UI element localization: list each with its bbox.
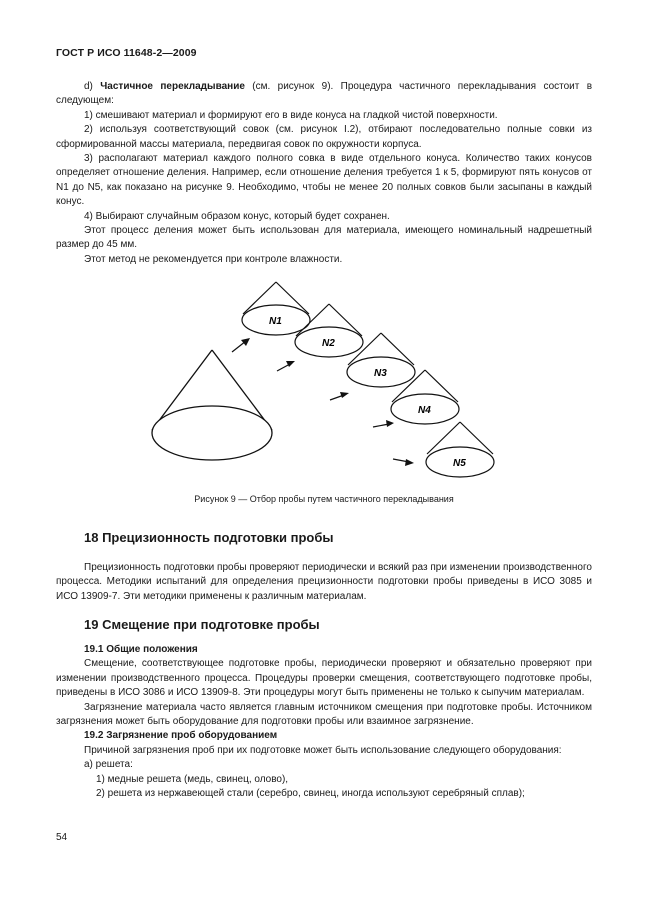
section-18-body	[56, 561, 592, 604]
step-4: 4) Выбирают случайным образом конус, который будет сохранен.	[84, 210, 390, 222]
cone-n5	[426, 422, 494, 477]
subsection-19-2-para-1: Причиной загрязнения проб при их подготовке может быть использование следующего оборудования:	[84, 744, 562, 756]
arrow-3	[330, 392, 349, 400]
list-item-a-1: 1) медные решета (медь, свинец, олово),	[96, 773, 289, 785]
step-2: 2) используя соответствующий совок (см. рисунок I.2), отбирают последовательно полные совки из сформированной массы материала, передвигая совок по окружности корпуса.	[56, 124, 592, 150]
para-d-prefix: d)	[84, 81, 101, 92]
figure-caption: Рисунок 9 — Отбор пробы путем частичного перекладывания	[194, 494, 454, 504]
para-d	[56, 80, 592, 109]
cone-label-n2: N2	[322, 338, 335, 349]
note-1: Этот процесс деления может быть использован для материала, имеющего номинальный надрешетный размер до 45 мм.	[56, 225, 592, 251]
step-3: 3) располагают материал каждого полного совка в виде отдельного конуса. Количество таких конусов определяет отношение деления. Например, если отношение деления требуется 1 к 5, формируют пять конусов от N1 до N5, как показано на рисунке 9. Необходимо, чтобы не менее 20 полных совков были засыпаны в каждый конус.	[56, 153, 592, 208]
arrow-4	[373, 420, 394, 427]
subsection-19-1-para-2: Загрязнение материала часто является главным источником смещения при подготовке пробы. Источником загрязнения может быть оборудование для подготовки пробы или взаимное загрязнение.	[56, 701, 592, 728]
arrow-5	[393, 459, 414, 466]
section-18-heading: 18 Прецизионность подготовки пробы	[84, 530, 334, 545]
cone-label-n3: N3	[374, 368, 387, 379]
subsection-19-1-heading: 19.1 Общие положения	[84, 644, 198, 655]
document-header: ГОСТ Р ИСО 11648-2—2009	[56, 47, 197, 59]
large-cone	[152, 350, 272, 460]
figure-9-cones	[130, 270, 530, 490]
subsection-19-1-para-1: Смещение, соответствующее подготовке пробы, периодически проверяют и обязательно проверяют при изменении производственного процесса. Процедуры проверки смещения, соответствующего подготовке пробы, приведены в ИСО 3086 и ИСО 13909-8. Эти процедуры могут быть применены не только к сыпучим материалам.	[56, 658, 592, 699]
cone-n1	[242, 282, 310, 335]
cone-label-n5: N5	[453, 458, 466, 469]
para-d-text: (см. рисунок 9). Процедура частичного перекладывания состоит в следующем:	[56, 81, 593, 107]
list-item-a-2: 2) решета из нержавеющей стали (серебро, свинец, иногда используют серебряный сплав);	[96, 788, 525, 800]
list-item-a: а) решета:	[84, 759, 133, 771]
cone-label-n4: N4	[418, 405, 431, 416]
section-19-body	[56, 643, 592, 801]
note-2: Этот метод не рекомендуется при контроле влажности.	[84, 253, 343, 265]
step-1: 1) смешивают материал и формируют его в виде конуса на гладкой чистой поверхности.	[84, 109, 498, 121]
arrow-1	[232, 338, 250, 352]
section-18-text: Прецизионность подготовки пробы проверяют периодически и всякий раз при изменении производственного процесса. Методики испытаний для определения прецизионности подготовки пробы приведены в ИСО 3085 и ИСО 13909-7. Эти методики применены к различным материалам.	[56, 562, 592, 602]
page-number: 54	[56, 832, 68, 843]
cone-label-n1: N1	[269, 316, 282, 327]
partial-transfer-section	[56, 80, 592, 267]
para-d-term: Частичное перекладывание	[100, 81, 245, 92]
section-19-heading: 19 Смещение при подготовке пробы	[84, 617, 320, 632]
subsection-19-2-heading: 19.2 Загрязнение проб оборудованием	[84, 730, 278, 742]
arrow-2	[277, 361, 295, 371]
